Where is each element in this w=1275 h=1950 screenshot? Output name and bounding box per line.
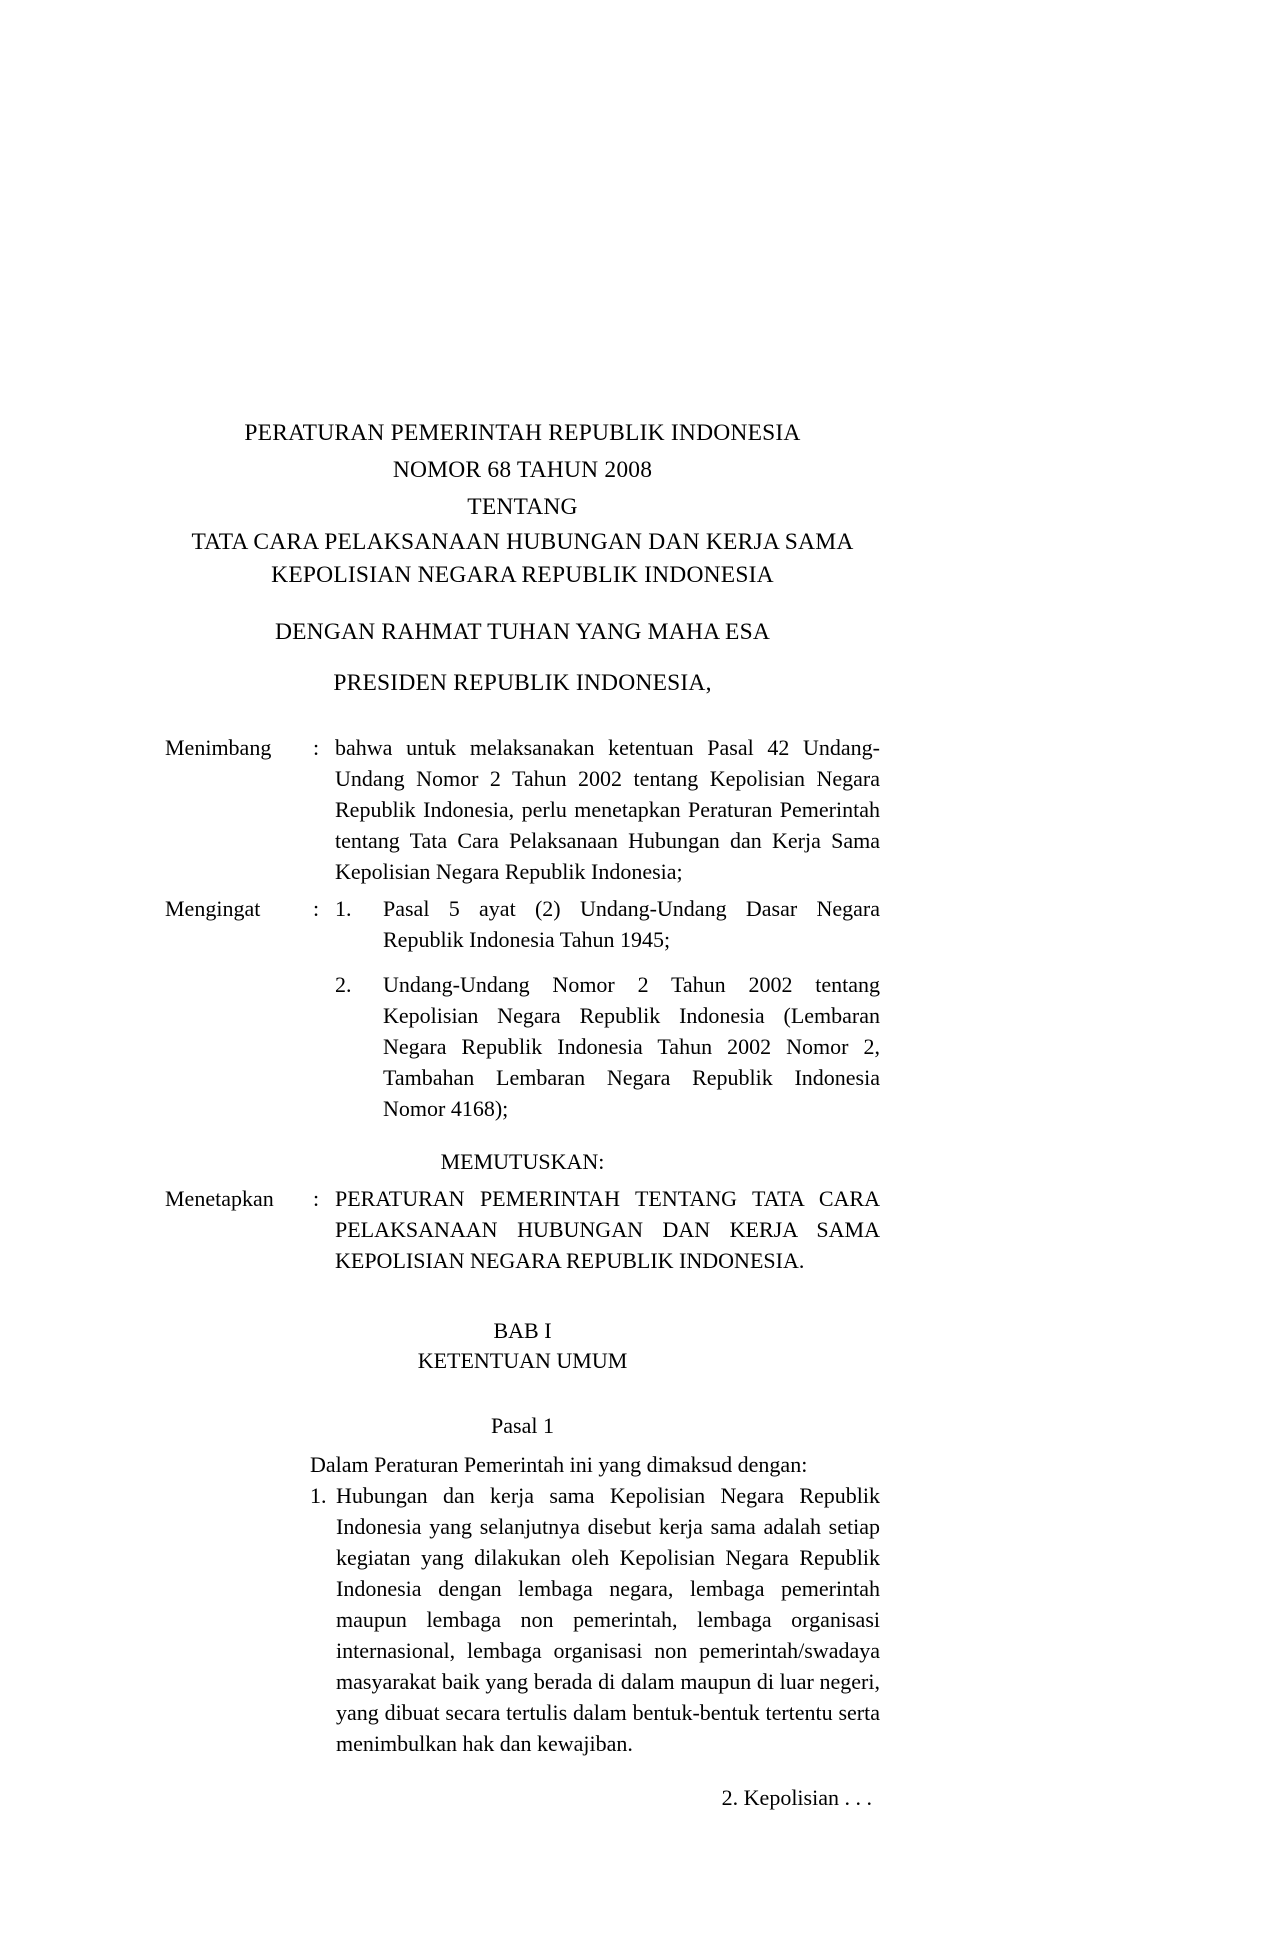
masthead — [165, 415, 880, 702]
masthead-line-number: NOMOR 68 TAHUN 2008 — [392, 457, 653, 483]
bab-number: BAB I — [493, 1318, 552, 1343]
menetapkan-label: Menetapkan — [165, 1186, 274, 1211]
pasal-body — [310, 1449, 880, 1759]
spacer — [165, 702, 880, 726]
menimbang-colon: : — [313, 735, 320, 760]
mengingat-label: Mengingat — [165, 896, 261, 921]
mengingat-items — [335, 893, 880, 1124]
mengingat-colon: : — [313, 896, 320, 921]
spacer — [165, 592, 880, 614]
spacer — [165, 651, 880, 665]
clause-mengingat — [165, 893, 880, 1124]
menetapkan-text — [335, 1183, 880, 1276]
mengingat-item-number: 2. — [335, 972, 352, 997]
definition-text: Hubungan dan kerja sama Kepolisian Negara Republik Indonesia yang selanjutnya disebut kerja sama adalah setiap kegiatan yang dilakukan oleh Kepolisian Negara Republik Indonesia dengan lembaga negara, lembaga pemerintah maupun lembaga non pemerintah, lembaga organisasi internasional, lembaga organisasi non pemerintah/swadaya masyarakat baik yang berada di dalam maupun di luar negeri, yang dibuat secara tertulis dalam bentuk-bentuk tertentu serta menimbulkan hak dan kewajiban. — [336, 1483, 880, 1756]
pasal-heading: Pasal 1 — [491, 1413, 554, 1438]
list-item — [310, 1480, 880, 1759]
pasal-intro: Dalam Peraturan Pemerintah ini yang dimaksud dengan: — [310, 1452, 808, 1477]
clause-menimbang — [165, 732, 880, 887]
menimbang-label: Menimbang — [165, 735, 272, 760]
masthead-line-regulation-type: PERATURAN PEMERINTAH REPUBLIK INDONESIA — [244, 420, 801, 446]
bab-title: KETENTUAN UMUM — [417, 1348, 628, 1373]
masthead-subject-block — [165, 526, 880, 592]
clause-menetapkan — [165, 1183, 880, 1276]
masthead-line-president: PRESIDEN REPUBLIK INDONESIA, — [333, 670, 712, 696]
mengingat-list — [335, 893, 880, 1124]
masthead-line-invocation: DENGAN RAHMAT TUHAN YANG MAHA ESA — [274, 619, 771, 645]
memutuskan-heading: MEMUTUSKAN: — [440, 1149, 605, 1174]
mengingat-item-text: Pasal 5 ayat (2) Undang-Undang Dasar Negara Republik Indonesia Tahun 1945; — [383, 896, 880, 952]
menetapkan-paragraph: PERATURAN PEMERINTAH TENTANG TATA CARA PELAKSANAAN HUBUNGAN DAN KERJA SAMA KEPOLISIAN NEGARA REPUBLIK INDONESIA. — [335, 1186, 880, 1273]
bab-heading-block — [165, 1316, 880, 1376]
mengingat-item-text: Undang-Undang Nomor 2 Tahun 2002 tentang Kepolisian Negara Republik Indonesia (Lembaran Negara Republik Indonesia Tahun 2002 Nomor 2, Tambahan Lembaran Negara Republik Indonesia Nomor 4168); — [383, 972, 880, 1121]
menimbang-paragraph: bahwa untuk melaksanakan ketentuan Pasal 42 Undang-Undang Nomor 2 Tahun 2002 tentang Kepolisian Negara Republik Indonesia, perlu menetapkan Peraturan Pemerintah tentang Tata Cara Pelaksanaan Hubungan dan Kerja Sama Kepolisian Negara Republik Indonesia; — [335, 735, 880, 884]
masthead-line-subject-2: KEPOLISIAN NEGARA REPUBLIK INDONESIA — [271, 562, 774, 588]
document-content — [165, 415, 880, 1759]
mengingat-item-number: 1. — [335, 896, 352, 921]
pasal-definition-list — [310, 1480, 880, 1759]
list-item — [335, 893, 880, 955]
definition-number: 1. — [310, 1483, 327, 1508]
page-catchword: 2. Kepolisian . . . — [721, 1785, 872, 1810]
list-item — [335, 969, 880, 1124]
masthead-line-tentang: TENTANG — [467, 494, 578, 520]
masthead-line-subject-1: TATA CARA PELAKSANAAN HUBUNGAN DAN KERJA SAMA — [191, 529, 854, 555]
menimbang-text — [335, 732, 880, 887]
menetapkan-colon: : — [313, 1186, 320, 1211]
